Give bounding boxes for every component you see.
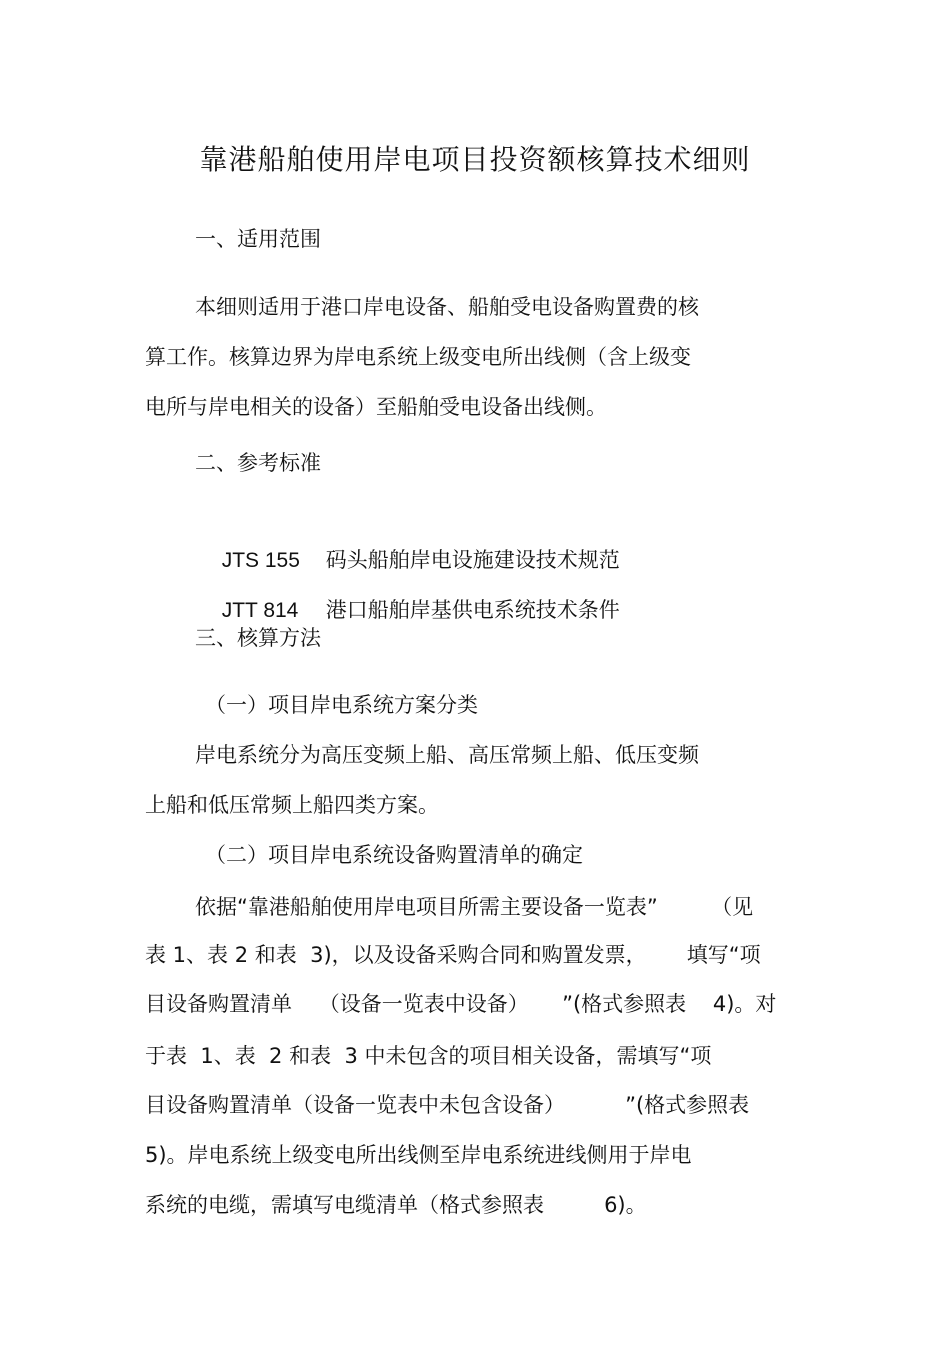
paragraph-line: 目设备购置清单（设备一览表中未包含设备） ”(格式参照表 bbox=[145, 1093, 750, 1117]
paragraph-line: 依据“靠港船舶使用岸电项目所需主要设备一览表” （见 bbox=[195, 895, 754, 919]
section-heading-standards: 二、参考标准 bbox=[195, 451, 321, 475]
standard-code: JTT 814 bbox=[221, 599, 299, 622]
paragraph-line: 于表 1、表 2 和表 3 中未包含的项目相关设备，需填写“项 bbox=[145, 1044, 712, 1068]
paragraph-line: 系统的电缆，需填写电缆清单（格式参照表 6)。 bbox=[145, 1193, 647, 1217]
standard-name: 港口船舶岸基供电系统技术条件 bbox=[325, 598, 620, 622]
paragraph-line: 表 1、表 2 和表 3)，以及设备采购合同和购置发票， 填写“项 bbox=[145, 943, 761, 967]
paragraph-line: 岸电系统分为高压变频上船、高压常频上船、低压变频 bbox=[195, 743, 699, 767]
subsection-heading: （一）项目岸电系统方案分类 bbox=[205, 693, 478, 717]
section-heading-scope: 一、适用范围 bbox=[195, 227, 321, 251]
standard-code: JTS 155 bbox=[221, 549, 300, 572]
section-heading-method: 三、核算方法 bbox=[195, 626, 321, 650]
paragraph-line: 目设备购置清单 （设备一览表中设备） ”(格式参照表 4)。对 bbox=[145, 992, 777, 1016]
subsection-heading: （二）项目岸电系统设备购置清单的确定 bbox=[205, 843, 583, 867]
paragraph-line: 电所与岸电相关的设备）至船舶受电设备出线侧。 bbox=[145, 395, 607, 419]
paragraph-line: 本细则适用于港口岸电设备、船舶受电设备购置费的核 bbox=[195, 295, 699, 319]
document-title: 靠港船舶使用岸电项目投资额核算技术细则 bbox=[199, 143, 751, 176]
standard-name: 码头船舶岸电设施建设技术规范 bbox=[325, 548, 620, 572]
paragraph-line: 算工作。核算边界为岸电系统上级变电所出线侧（含上级变 bbox=[145, 345, 691, 369]
paragraph-line: 5)。岸电系统上级变电所出线侧至岸电系统进线侧用于岸电 bbox=[145, 1143, 692, 1167]
paragraph-line: 上船和低压常频上船四类方案。 bbox=[145, 793, 439, 817]
